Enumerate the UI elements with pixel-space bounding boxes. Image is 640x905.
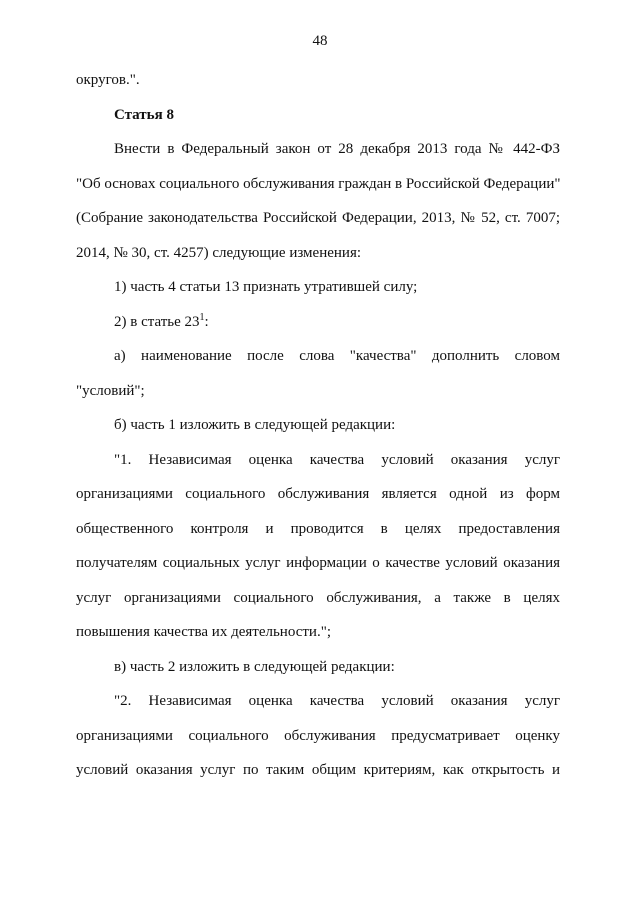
paragraph-line: Внести в Федеральный закон от 28 декабря 2013 года № 442-ФЗ	[114, 141, 560, 157]
list-item-2	[76, 305, 560, 340]
quote-part-1	[76, 443, 560, 650]
paragraph-line: а) наименование после слова "качества" дополнить словом	[114, 348, 560, 364]
list-item-1: 1) часть 4 статьи 13 признать утратившей силу;	[114, 279, 418, 295]
page-number: 48	[312, 33, 328, 49]
list-item-2-colon: :	[204, 313, 209, 330]
list-item-b: б) часть 1 изложить в следующей редакции:	[114, 417, 396, 433]
paragraph-line: "Об основах социального обслуживания граждан в Российской Федерации"	[76, 175, 561, 192]
paragraph-line: "1. Независимая оценка качества условий оказания услуг	[114, 451, 560, 468]
paragraph-line: "2. Независимая оценка качества условий оказания услуг	[114, 693, 560, 709]
paragraph-line: организациями социального обслуживания является одной из форм	[76, 486, 560, 502]
paragraph-line: услуг организациями социального обслуживания, а также в целях	[76, 589, 560, 606]
article-heading: Статья 8	[114, 106, 174, 123]
paragraph-line: повышения качества их деятельности.";	[76, 624, 331, 640]
paragraph-amendment-intro	[76, 132, 560, 270]
intro-line: округов.".	[76, 72, 140, 88]
list-item-v: в) часть 2 изложить в следующей редакции:	[114, 658, 395, 675]
paragraph-line: 2014, № 30, ст. 4257) следующие изменения:	[76, 244, 362, 261]
quote-part-2	[76, 684, 560, 788]
paragraph-line: условий оказания услуг по таким общим критериям, как открытость и	[76, 762, 560, 778]
paragraph-line: (Собрание законодательства Российской Федерации, 2013, № 52, ст. 7007;	[76, 210, 560, 226]
paragraph-line: организациями социального обслуживания предусматривает оценку	[76, 727, 560, 744]
paragraph-line: общественного контроля и проводится в целях предоставления	[76, 520, 560, 537]
document-body	[76, 63, 560, 788]
list-item-2-text: 2) в статье 23	[114, 313, 200, 330]
paragraph-line: получателям социальных услуг информации о качестве условий оказания	[76, 555, 560, 571]
paragraph-line: "условий";	[76, 382, 145, 399]
list-item-a	[76, 339, 560, 408]
superscript: 1	[199, 311, 205, 323]
